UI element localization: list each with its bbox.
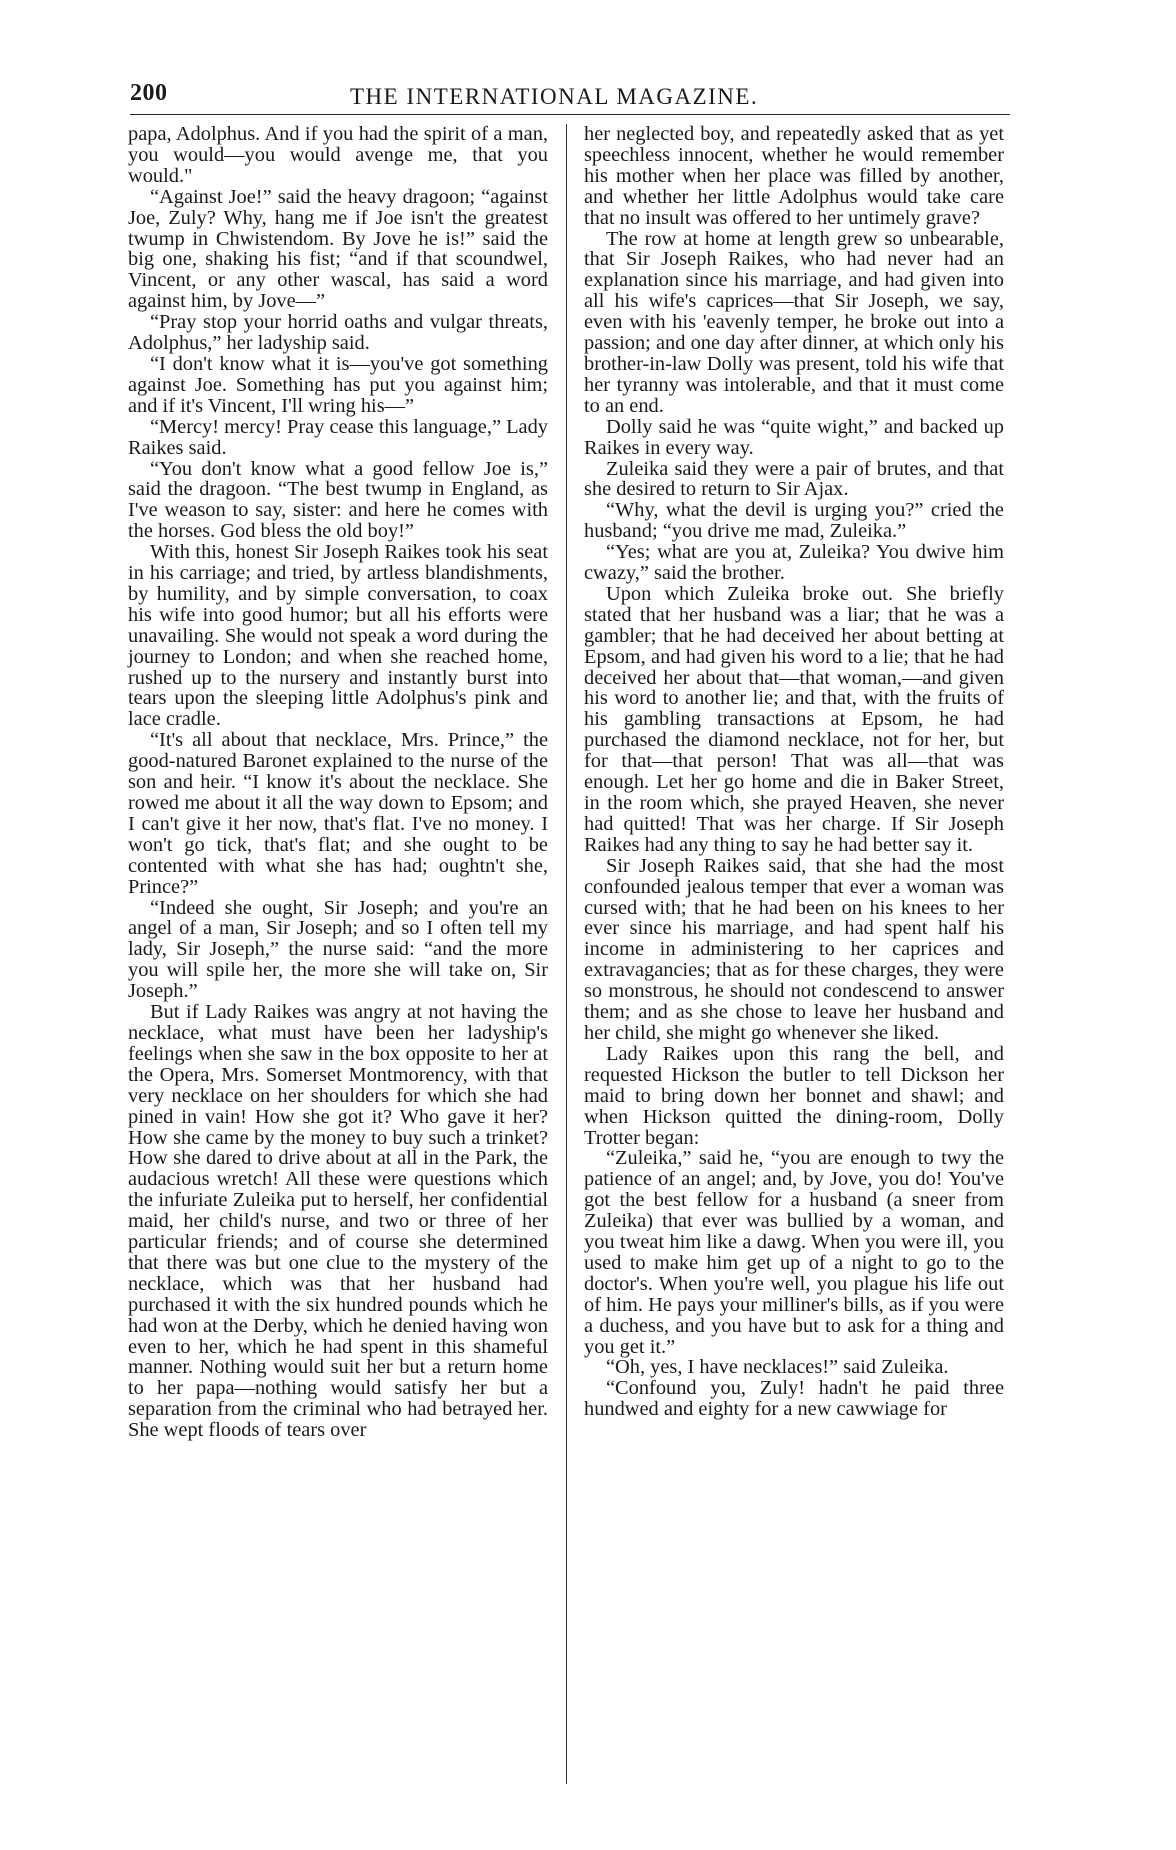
paragraph: Dolly said he was “quite wight,” and backed up Raikes in every way. [584,415,1004,459]
paragraph: papa, Adolphus. And if you had the spirit of a man, you would—you would avenge me, that you would." [128,123,548,187]
paragraph: Zuleika said they were a pair of brutes, and that she desired to return to Sir Ajax. [584,457,1004,501]
paragraph: Lady Raikes upon this rang the bell, and requested Hickson the butler to tell Dickson her maid to bring down her bonnet and shawl; and when Hickson quitted the dining-room, Dolly Trotter began: [584,1042,1004,1149]
page-header [130,80,1010,120]
paragraph: Upon which Zuleika broke out. She briefly stated that her husband was a liar; that he was a gambler; that he had deceived her about betting at Epsom, and had given his word to a lie; that he had deceived her about that—that woman,—and given his word to another lie; and that, with the fruits of his gambling transactions at Epsom, he had purchased the diamond necklace, not for her, but for that—that person! That was all—that was enough. Let her go home and die in Baker Street, in the room which, she prayed Heaven, she never had quitted! That was her charge. If Sir Joseph Raikes had any thing to say he had better say it. [584,582,1004,856]
paragraph: “I don't know what it is—you've got something against Joe. Something has put you against him; and if it's Vincent, I'll wring his—” [128,352,548,417]
paragraph: The row at home at length grew so unbearable, that Sir Joseph Raikes, who had never had an explanation since his marriage, and had given into all his wife's caprices—that Sir Joseph, we say, even with his 'eavenly temper, he broke out into a passion; and one day after dinner, at which only his brother-in-law Dolly was present, told his wife that her tyranny was intolerable, and that it must come to an end. [584,227,1004,417]
paragraph: “Why, what the devil is urging you?” cried the husband; “you drive me mad, Zuleika.” [584,499,1004,543]
paragraph: “It's all about that necklace, Mrs. Prince,” the good-natured Baronet explained to the nurse of the son and heir. “I know it's about the necklace. She rowed me about it all the way down to Epsom; and I can't give it her now, that's flat. I've no money. I won't go tick, that's flat; and she ought to be contented with what she has had; oughtn't she, Prince?” [128,729,548,898]
paragraph: Sir Joseph Raikes said, that she had the most confounded jealous temper that ever a woman was cursed with; that he had been on his knees to her ever since his marriage, and had spent half his income in administering to her caprices and extravagancies; that as for these charges, they were so monstrous, he should not condescend to answer them; and as she chose to leave her husband and her child, she might go whenever she liked. [584,854,1004,1044]
left-column [128,124,548,1441]
paragraph: “Zuleika,” said he, “you are enough to twy the patience of an angel; and, by Jove, you do! You've got the best fellow for a husband (a sneer from Zuleika) that ever was bullied by a woman, and you tweat him like a dawg. When you were ill, you used to make him get up of a night to go to the doctor's. When you're well, you plague his life out of him. He pays your milliner's bills, as if you were a duchess, and you have but to ask for a thing and you get it.” [584,1147,1004,1358]
paragraph: But if Lady Raikes was angry at not having the necklace, what must have been her ladyship's feelings when she saw in the box opposite to her at the Opera, Mrs. Somerset Montmorency, with that very necklace on her shoulders for which she had pined in vain! How she got it? Who gave it her? How she came by the money to buy such a trinket? How she dared to drive about at all in the Park, the audacious wretch! All these were questions which the infuriate Zuleika put to herself, her confidential maid, her child's nurse, and two or three of her particular friends; and of course she determined that there was but one clue to the mystery of the necklace, which was that her husband had purchased it with the six hundred pounds which he had won at the Derby, which he denied having won even to her, which he had spent in this shameful manner. Nothing would suit her but a return home to her papa—nothing would satisfy her but a separation from the criminal who had betrayed her. She wept floods of tears over [128,1001,548,1442]
paragraph: With this, honest Sir Joseph Raikes took his seat in his carriage; and tried, by artless blandishments, by humility, and by simple conversation, to coax his wife into good humor; but all his efforts were unavailing. She would not speak a word during the journey to London; and when she reached home, rushed up to the nursery and instantly burst into tears upon the sleeping little Adolphus's pink and lace cradle. [128,541,548,731]
paragraph: “Oh, yes, I have necklaces!” said Zuleika. [606,1356,949,1379]
paragraph: “Against Joe!” said the heavy dragoon; “against Joe, Zuly? Why, hang me if Joe isn't the greatest twump in Chwistendom. By Jove he is!” said the big one, shaking his fist; “and if that scoundwel, Vincent, or any other wascal, has said a word against him, by Jove—” [128,185,548,313]
header-rule [130,114,1010,115]
paragraph: “Indeed she ought, Sir Joseph; and you're an angel of a man, Sir Joseph; and so I often tell my lady, Sir Joseph,” the nurse said: “and the more you will spile her, the more she will take on, Sir Joseph.” [128,896,548,1003]
paragraph: “Yes; what are you at, Zuleika? You dwive him cwazy,” said the brother. [584,541,1004,585]
paragraph: “Pray stop your horrid oaths and vulgar threats, Adolphus,” her ladyship said. [128,311,548,355]
right-column [584,124,1004,1420]
paragraph: “Confound you, Zuly! hadn't he paid three hundwed and eighty for a new cawwiage for [584,1377,1004,1421]
paragraph: “You don't know what a good fellow Joe is,” said the dragoon. “The best twump in England, as I've weason to say, sister: and here he comes with the horses. God bless the old boy!” [128,457,548,543]
paragraph: “Mercy! mercy! Pray cease this language,” Lady Raikes said. [128,415,548,459]
column-divider [566,124,567,1784]
running-title: THE INTERNATIONAL MAGAZINE. [350,84,759,109]
paragraph: her neglected boy, and repeatedly asked that as yet speechless innocent, whether he would remember his mother when her place was filled by another, and whether her little Adolphus would take care that no insult was offered to her untimely grave? [584,123,1004,229]
page-number: 200 [130,80,168,106]
